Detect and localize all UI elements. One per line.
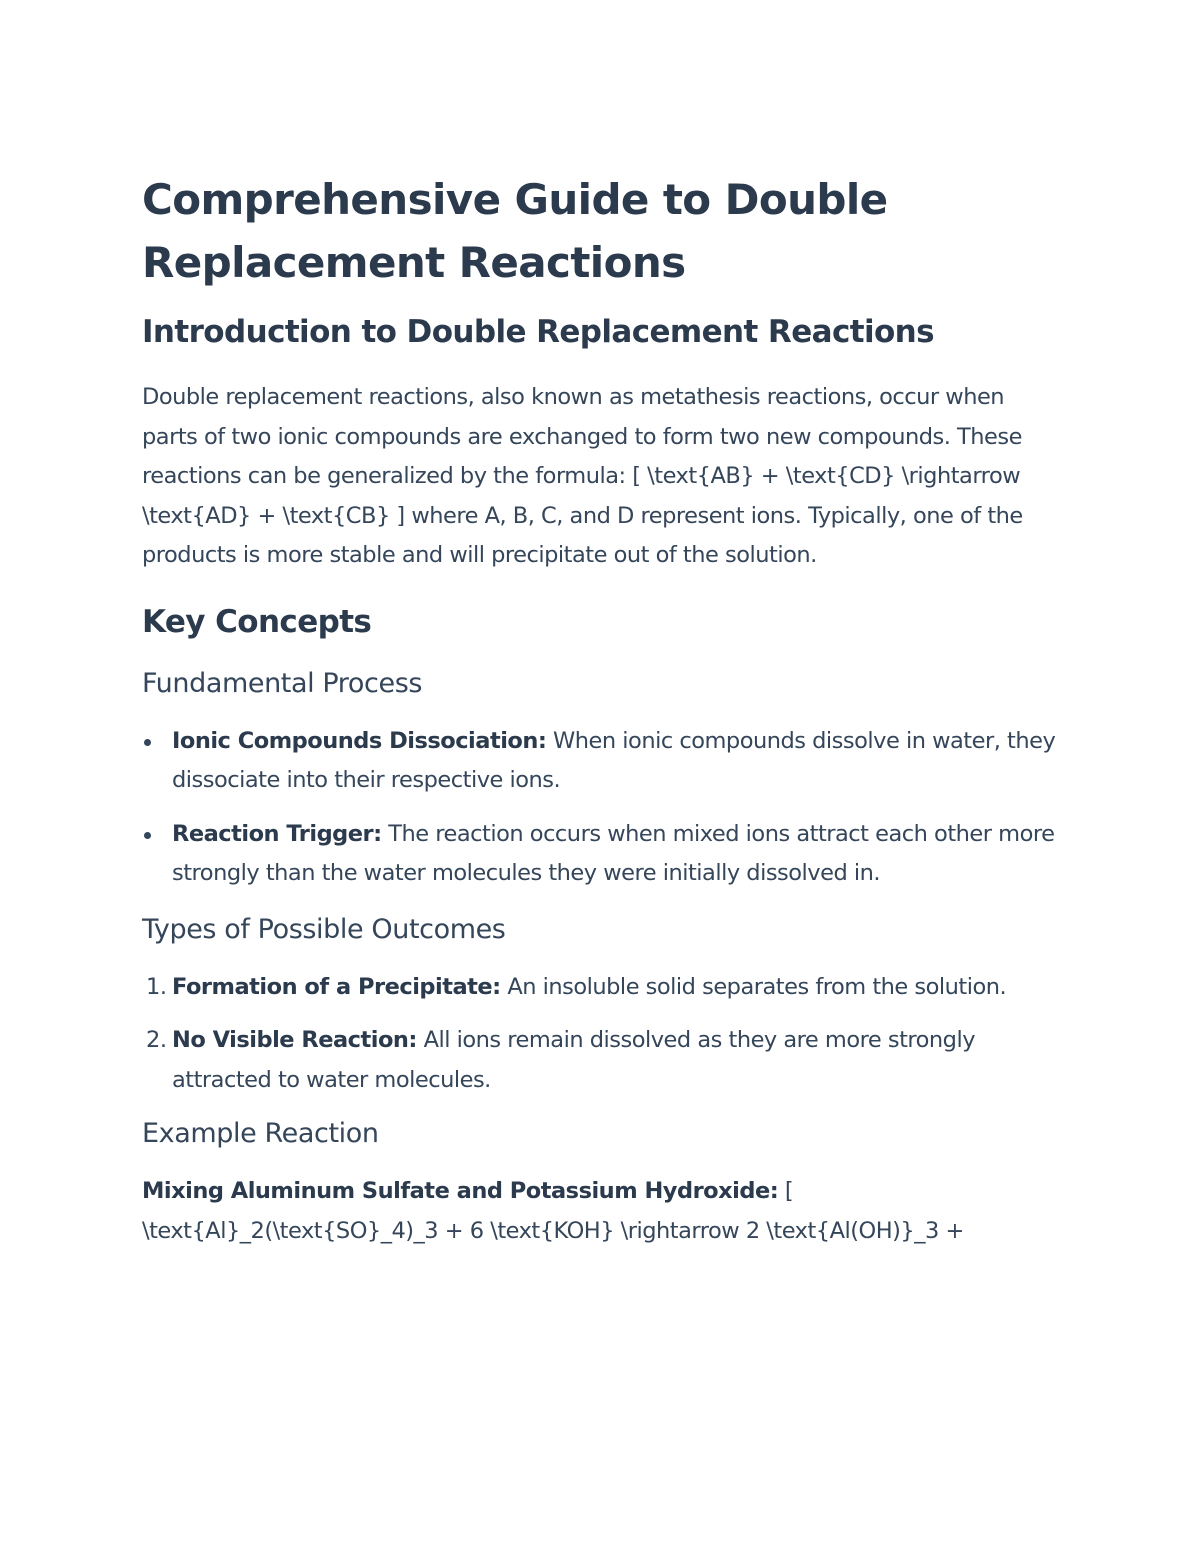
outcomes-heading: Types of Possible Outcomes <box>142 913 506 945</box>
item-text: The reaction occurs when mixed ions attract each other more strongly than the water molecules they were initially dissolved in. <box>172 820 1055 886</box>
list-item <box>142 1021 1062 1100</box>
item-label: Ionic Compounds Dissociation: <box>172 727 547 754</box>
outcomes-list <box>142 968 1062 1101</box>
item-label: Reaction Trigger: <box>172 820 382 847</box>
key-concepts-heading: Key Concepts <box>142 603 372 640</box>
list-item <box>142 968 1062 1008</box>
fundamental-process-list <box>142 722 1062 894</box>
item-text: An insoluble solid separates from the solution. <box>500 973 1007 1000</box>
document-page <box>142 168 1062 1251</box>
item-text: When ionic compounds dissolve in water, they dissociate into their respective ions. <box>172 727 1056 793</box>
intro-paragraph: Double replacement reactions, also known as metathesis reactions, occur when parts of two ionic compounds are exchanged to form two new compounds. These reactions can be generalized by the formula: [ \text{AB} + \text{CD} \rightarrow \text{AD} + \text{CB} ] where A, B, C, and D represent ions. Typically, one of the products is more stable and will precipitate out of the solution. <box>142 384 1023 568</box>
intro-heading: Introduction to Double Replacement Reactions <box>142 314 934 350</box>
item-number: 1. <box>146 973 167 1000</box>
example-paragraph <box>142 1172 1062 1251</box>
example-label: Mixing Aluminum Sulfate and Potassium Hydroxide: <box>142 1178 779 1204</box>
item-text: All ions remain dissolved as they are more strongly attracted to water molecules. <box>172 1027 976 1093</box>
list-item <box>142 815 1062 894</box>
item-label: Formation of a Precipitate: <box>172 973 501 1000</box>
bullet-icon <box>144 832 151 839</box>
item-label: No Visible Reaction: <box>172 1027 417 1053</box>
document-title: Comprehensive Guide to Double Replacement Reactions <box>142 175 888 287</box>
bullet-icon <box>144 739 151 746</box>
example-formula: [ \text{Al}_2(\text{SO}_4)_3 + 6 \text{KOH} \rightarrow 2 \text{Al(OH)}_3 + <box>142 1178 964 1244</box>
example-heading: Example Reaction <box>142 1118 379 1149</box>
item-number: 2. <box>146 1027 167 1053</box>
fundamental-process-heading: Fundamental Process <box>142 667 423 699</box>
list-item <box>142 722 1062 801</box>
